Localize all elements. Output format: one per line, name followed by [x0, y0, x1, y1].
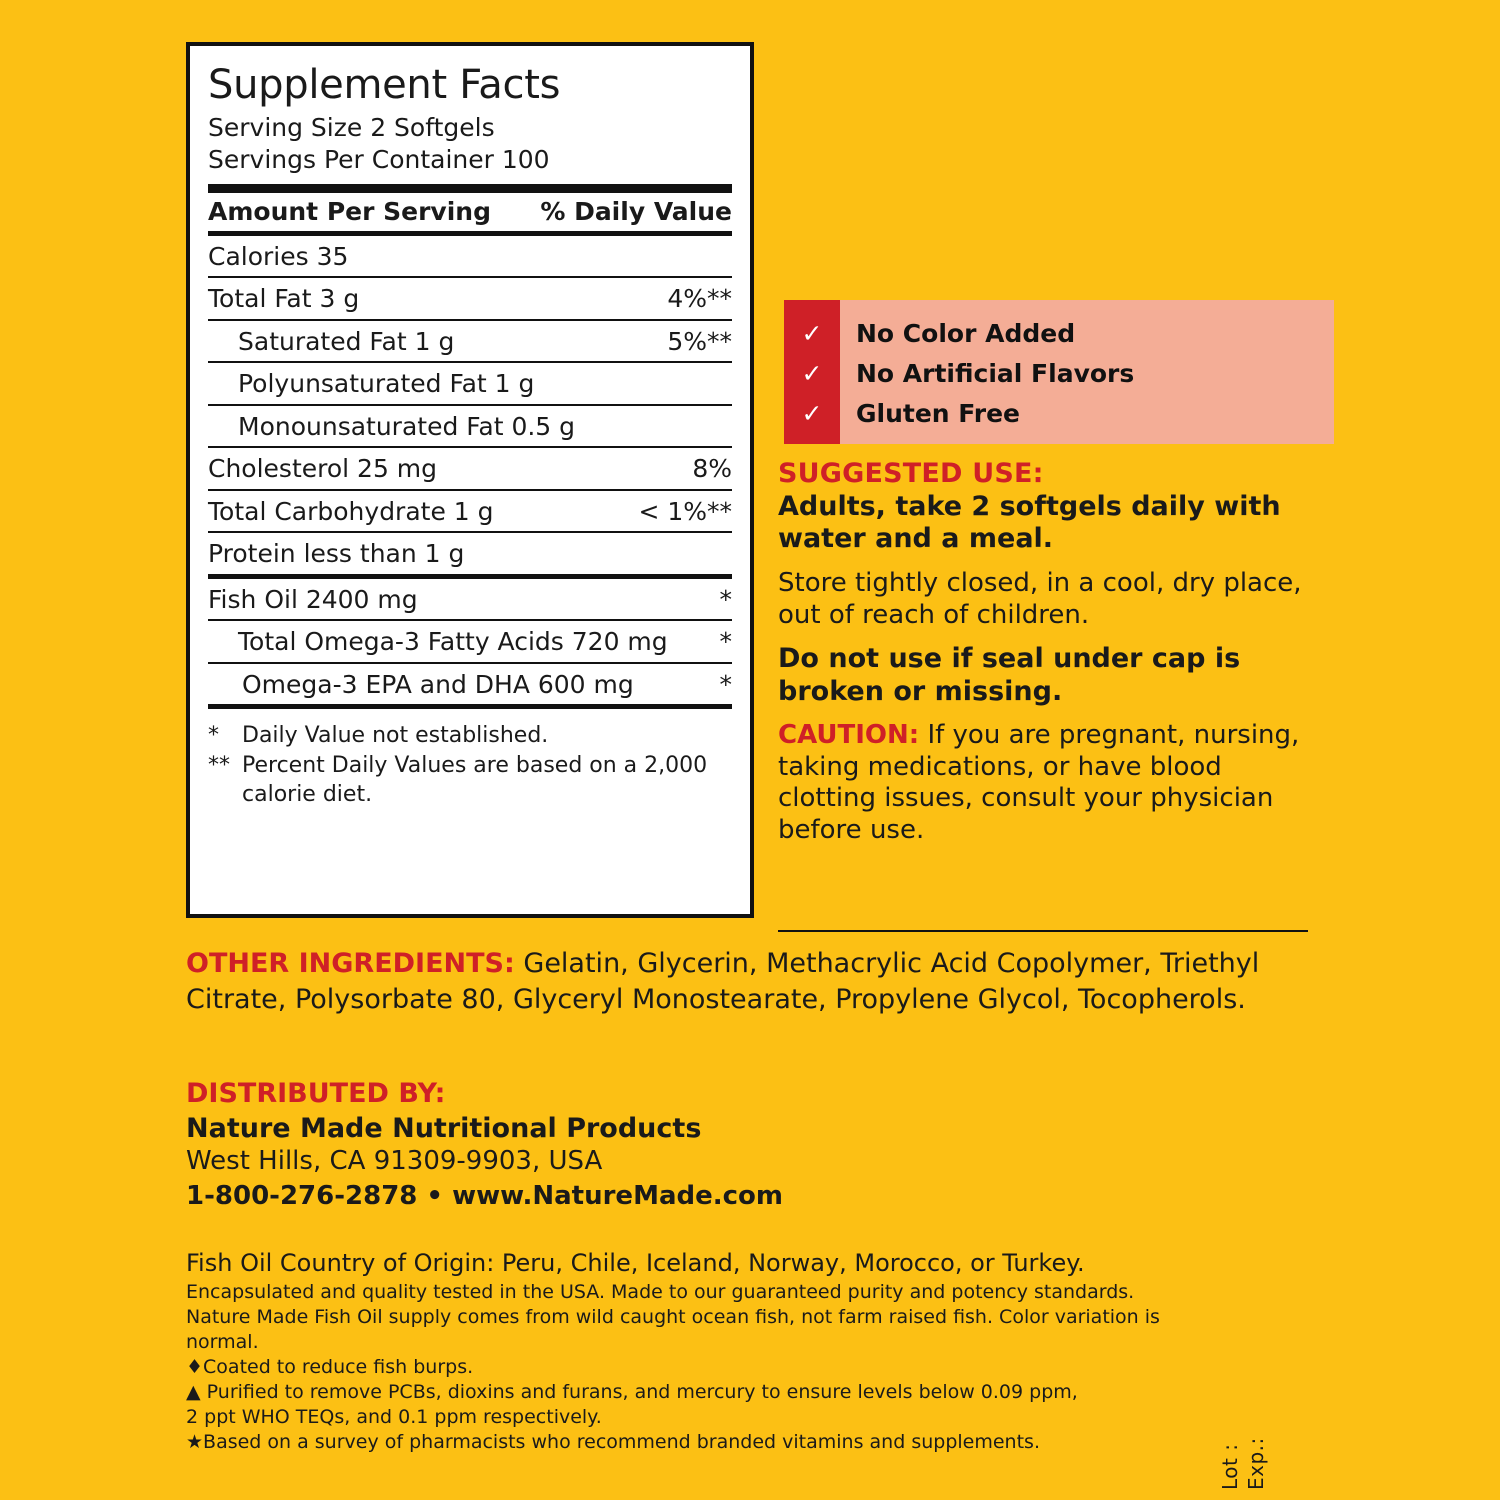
table-row-epa-dha [208, 664, 732, 705]
divider-thick [208, 184, 732, 193]
check-icon: ✓ [801, 359, 823, 388]
company-address: West Hills, CA 91309-9903, USA [186, 1145, 603, 1176]
fine-print-line: Nature Made Fish Oil supply comes from wild caught ocean fish, not farm raised fish. Color variation is normal. [186, 1306, 1160, 1354]
table-row-total-carbohydrate [208, 491, 732, 532]
table-row-total-omega-3 [208, 621, 732, 662]
product-claims-box [784, 300, 1334, 444]
fine-print-section [186, 1248, 1236, 1456]
check-icon: ✓ [801, 399, 823, 428]
table-row-saturated-fat [208, 321, 732, 362]
seal-warning: Do not use if seal under cap is broken or missing. [778, 643, 1241, 707]
row-value: 8% [692, 454, 732, 483]
row-label: Protein less than 1 g [208, 539, 465, 568]
table-row-monounsaturated-fat [208, 406, 732, 447]
exp-label: Exp.: [1244, 1437, 1268, 1490]
table-row-calories [208, 236, 732, 277]
claims-list [840, 300, 1134, 444]
footnote-2-text: Percent Daily Values are based on a 2,000 calorie diet. [242, 752, 708, 808]
fine-print-line: Encapsulated and quality tested in the USA. Made to our guaranteed purity and potency standards. [186, 1281, 1135, 1303]
check-icon: ✓ [801, 319, 823, 348]
footnote-2-mark: ** [208, 752, 230, 778]
row-label: Total Carbohydrate 1 g [208, 496, 494, 526]
row-label: Total Fat 3 g [208, 284, 360, 313]
supplement-facts-panel [186, 42, 754, 918]
country-of-origin: Fish Oil Country of Origin: Peru, Chile, Iceland, Norway, Morocco, or Turkey. [186, 1249, 1085, 1277]
caution-paragraph [778, 720, 1308, 847]
distributed-by-section [186, 1078, 1086, 1213]
facts-column-headers [208, 193, 732, 231]
serving-size: Serving Size 2 Softgels [208, 113, 495, 142]
supplement-facts-title: Supplement Facts [208, 62, 561, 108]
row-label: Saturated Fat 1 g [238, 326, 455, 356]
other-ingredients-heading: OTHER INGREDIENTS: [186, 948, 515, 979]
fine-print-line: 2 ppt WHO TEQs, and 0.1 ppm respectively. [186, 1406, 602, 1429]
row-label: Omega-3 EPA and DHA 600 mg [242, 669, 634, 699]
other-ingredients-text: Gelatin, Glycerin, Methacrylic Acid Copolymer, Triethyl Citrate, Polysorbate 80, Glyceryl Monostearate, Propylene Glycol, Tocopherols. [186, 948, 1260, 1016]
claim-no-artificial-flavors: No Artificial Flavors [856, 359, 1135, 388]
row-value: * [719, 584, 732, 614]
caution-heading: CAUTION: [778, 720, 920, 750]
fine-print-line: ★Based on a survey of pharmacists who recommend branded vitamins and supplements. [186, 1431, 1040, 1454]
table-row-total-fat [208, 278, 732, 319]
row-value: * [719, 627, 732, 656]
checkmark-column [784, 300, 840, 444]
phone-and-website[interactable]: 1-800-276-2878 • www.NatureMade.com [186, 1180, 783, 1211]
distributed-by-heading: DISTRIBUTED BY: [186, 1078, 446, 1109]
footnote-1-text: Daily Value not established. [242, 723, 549, 748]
lot-exp-block [1218, 1370, 1268, 1490]
row-value: 5%** [667, 326, 732, 356]
row-label: Calories 35 [208, 241, 349, 271]
claim-no-color-added: No Color Added [856, 319, 1076, 348]
other-ingredients-section [186, 946, 1306, 1018]
footnote-1 [208, 721, 732, 751]
footnote-2 [208, 751, 732, 810]
section-divider [778, 930, 1308, 932]
row-label: Monounsaturated Fat 0.5 g [238, 411, 576, 441]
table-row-polyunsaturated-fat [208, 363, 732, 404]
servings-per-container: Servings Per Container 100 [208, 145, 550, 174]
caution-text: If you are pregnant, nursing, taking medications, or have blood clotting issues, consult your physician before use. [778, 720, 1300, 846]
fine-print-line: ▲ Purified to remove PCBs, dioxins and furans, and mercury to ensure levels below 0.09 ppm, [186, 1381, 1078, 1404]
suggested-use-heading: SUGGESTED USE: [778, 458, 1044, 489]
claim-gluten-free: Gluten Free [856, 399, 1021, 428]
table-row-fish-oil [208, 579, 732, 620]
row-label: Cholesterol 25 mg [208, 454, 438, 483]
row-value: * [719, 669, 732, 699]
row-label: Polyunsaturated Fat 1 g [238, 369, 535, 398]
lot-label: Lot : [1218, 1443, 1242, 1490]
table-row-cholesterol [208, 448, 732, 489]
facts-footnotes [208, 709, 732, 810]
company-name: Nature Made Nutritional Products [186, 1113, 702, 1144]
suggested-use-section [778, 458, 1308, 847]
row-label: Fish Oil 2400 mg [208, 584, 418, 614]
fine-print-line: ♦Coated to reduce fish burps. [186, 1356, 474, 1379]
row-value: < 1%** [638, 496, 732, 526]
row-label: Total Omega-3 Fatty Acids 720 mg [238, 627, 668, 656]
daily-value-header: % Daily Value [540, 197, 732, 226]
suggested-use-directions: Adults, take 2 softgels daily with water and a meal. [778, 491, 1281, 555]
footnote-1-mark: * [208, 723, 219, 748]
storage-instructions: Store tightly closed, in a cool, dry place, out of reach of children. [778, 567, 1302, 630]
row-value: 4%** [667, 284, 732, 313]
table-row-protein [208, 533, 732, 574]
amount-per-serving-header: Amount Per Serving [208, 197, 491, 226]
